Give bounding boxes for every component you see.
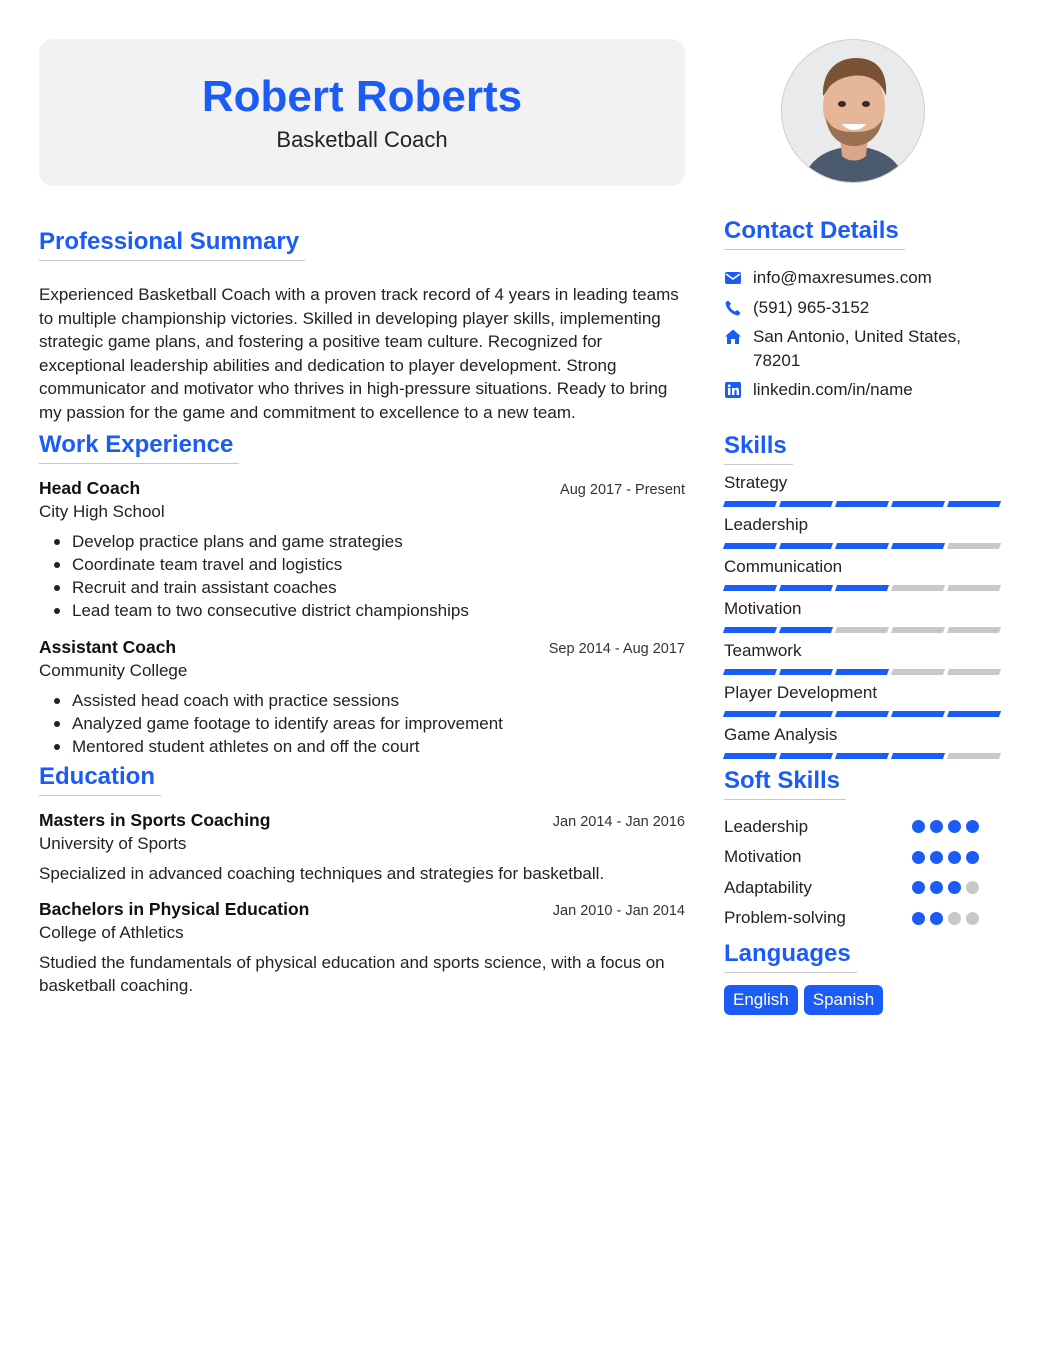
address-text: San Antonio, United States, 78201 [753,327,961,370]
phone-icon [724,299,742,317]
skill-level-segment [723,711,777,717]
rating-dot [912,820,925,833]
rating-dot [912,881,925,894]
rating-dot [948,881,961,894]
soft-skill-item [724,812,1002,843]
soft-skill-item [724,873,1002,904]
skill-level-segment [947,501,1001,507]
skill-level-segment [723,753,777,759]
skill-level-bar [724,543,1002,549]
skill-level-segment [779,753,833,759]
soft-skill-rating [912,881,979,894]
education-entry [39,810,685,885]
skill-level-segment [835,753,889,759]
skill-item [724,725,1002,759]
school-name: College of Athletics [39,922,184,942]
soft-skill-name: Problem-solving [724,908,846,928]
skill-name: Player Development [724,682,878,702]
skill-level-segment [947,627,1001,633]
school-name: University of Sports [39,833,187,853]
skill-level-segment [835,501,889,507]
candidate-title: Basketball Coach [276,127,448,152]
linkedin-text[interactable]: linkedin.com/in/name [753,380,913,399]
soft-skill-rating [912,820,979,833]
skill-level-segment [835,669,889,675]
degree-name: Masters in Sports Coaching [39,809,271,830]
skill-level-segment [891,711,945,717]
skill-level-segment [947,585,1001,591]
skill-level-segment [779,669,833,675]
skill-level-segment [723,627,777,633]
contact-phone [724,296,1002,320]
job-bullet: Recruit and train assistant coaches [72,576,685,599]
skill-level-segment [891,543,945,549]
summary-text: Experienced Basketball Coach with a proven track record of 4 years in leading teams to multiple championship victories. Skilled in developing player skills, implementing strategic game plans, and fostering a positive team culture. Recognized for exceptional leadership abilities and dedication to player development. Strong communicator and motivator who thrives in high-pressure situations. Ready to bring my passion for the game and commitment to excellence to a new team. [39,285,679,422]
job-bullets [39,530,685,623]
skill-name: Communication [724,556,843,576]
job-bullet: Coordinate team travel and logistics [72,553,685,576]
skill-level-segment [947,753,1001,759]
soft-skill-rating [912,912,979,925]
job-bullet: Mentored student athletes on and off the court [72,735,685,758]
soft-skill-name: Leadership [724,816,809,836]
soft-skill-item [724,903,1002,934]
avatar [782,40,925,183]
sidebar-column [724,39,1002,1015]
skill-level-segment [891,627,945,633]
skill-level-segment [723,585,777,591]
rating-dot [966,881,979,894]
job-bullet: Lead team to two consecutive district championships [72,599,685,622]
rating-dot [930,912,943,925]
skill-level-segment [779,627,833,633]
candidate-name: Robert Roberts [201,72,523,121]
skills-heading: Skills [724,432,793,465]
contact-list [724,266,1002,402]
skill-level-bar [724,711,1002,717]
email-text[interactable]: info@maxresumes.com [753,268,932,287]
education-description: Specialized in advanced coaching techniques and strategies for basketball. [39,863,605,883]
skill-level-segment [779,585,833,591]
home-icon [724,328,742,346]
envelope-icon [724,269,742,287]
skill-name: Game Analysis [724,724,838,744]
rating-dot [930,820,943,833]
skill-level-segment [947,711,1001,717]
language-tag: Spanish [804,985,883,1015]
job-date: Aug 2017 - Present [560,481,685,498]
skill-level-segment [891,753,945,759]
job-bullet: Develop practice plans and game strategies [72,530,685,553]
work-heading: Work Experience [39,431,239,464]
rating-dot [912,912,925,925]
job-role: Assistant Coach [39,636,177,657]
skill-level-segment [835,543,889,549]
degree-name: Bachelors in Physical Education [39,898,310,919]
skill-name: Teamwork [724,640,802,660]
skill-name: Strategy [724,472,788,492]
soft-skill-name: Adaptability [724,877,812,897]
education-entry [39,899,685,998]
skill-level-segment [779,501,833,507]
languages-list [724,985,1002,1015]
skill-level-segment [947,669,1001,675]
main-column [39,39,685,998]
skill-level-bar [724,753,1002,759]
skill-level-bar [724,501,1002,507]
skill-level-segment [835,627,889,633]
skill-level-segment [891,585,945,591]
skill-name: Motivation [724,598,802,618]
skill-level-segment [891,669,945,675]
rating-dot [966,851,979,864]
job-bullet: Assisted head coach with practice sessions [72,689,685,712]
skills-list [724,473,1002,759]
skill-level-bar [724,585,1002,591]
job-organization: Community College [39,660,188,680]
rating-dot [948,851,961,864]
soft-skills-list [724,812,1002,934]
rating-dot [966,820,979,833]
skill-item [724,599,1002,633]
contact-heading: Contact Details [724,217,905,250]
summary-heading: Professional Summary [39,228,305,261]
skill-level-segment [947,543,1001,549]
contact-address [724,325,1002,372]
job-bullets [39,689,685,759]
job-organization: City High School [39,501,165,521]
skill-item [724,515,1002,549]
education-heading: Education [39,763,161,796]
skill-item [724,557,1002,591]
skill-level-bar [724,627,1002,633]
rating-dot [948,912,961,925]
job-date: Sep 2014 - Aug 2017 [548,640,685,657]
skill-level-segment [723,669,777,675]
linkedin-icon [724,381,742,399]
contact-email [724,266,1002,290]
rating-dot [930,851,943,864]
rating-dot [930,881,943,894]
job-entry [39,478,685,623]
profile-photo [781,39,925,183]
skill-level-segment [723,501,777,507]
phone-text[interactable]: (591) 965-3152 [753,297,870,317]
rating-dot [966,912,979,925]
skill-level-bar [724,669,1002,675]
contact-linkedin [724,378,1002,402]
rating-dot [948,820,961,833]
skill-item [724,473,1002,507]
header-box [39,39,685,186]
language-tag: English [724,985,798,1015]
skill-level-segment [891,501,945,507]
skill-item [724,641,1002,675]
skill-level-segment [835,711,889,717]
soft-skill-rating [912,851,979,864]
soft-skills-heading: Soft Skills [724,767,846,800]
languages-heading: Languages [724,940,857,973]
rating-dot [912,851,925,864]
education-date: Jan 2010 - Jan 2014 [552,902,685,919]
skill-level-segment [779,711,833,717]
skill-item [724,683,1002,717]
job-role: Head Coach [39,477,141,498]
education-description: Studied the fundamentals of physical education and sports science, with a focus on basketball coaching. [39,952,665,996]
skill-level-segment [835,585,889,591]
education-date: Jan 2014 - Jan 2016 [552,813,685,830]
soft-skill-name: Motivation [724,847,802,867]
job-bullet: Analyzed game footage to identify areas for improvement [72,712,685,735]
soft-skill-item [724,842,1002,873]
skill-name: Leadership [724,514,809,534]
skill-level-segment [723,543,777,549]
skill-level-segment [779,543,833,549]
job-entry [39,637,685,759]
